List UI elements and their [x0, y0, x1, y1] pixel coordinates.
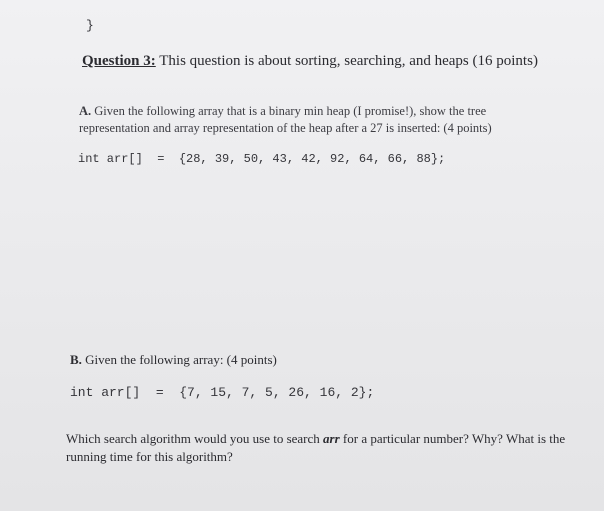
- part-b-question-var: arr: [323, 431, 340, 446]
- part-a-prompt: [79, 103, 549, 137]
- question-label: Question 3:: [82, 53, 156, 69]
- part-b-prompt: [70, 352, 277, 368]
- closing-brace: }: [86, 18, 94, 33]
- part-b-question-end: for a particular number? Why? What is the running time for this algorithm?: [66, 431, 566, 464]
- part-b-question-start: Which search algorithm would you use to search: [66, 431, 324, 446]
- part-b-text: Given the following array: (4 points): [81, 352, 277, 367]
- part-a-code: int arr[] = {28, 39, 50, 43, 42, 92, 64, 66, 88};: [78, 152, 446, 166]
- part-b-letter: B.: [70, 352, 82, 367]
- question-title: This question is about sorting, searching, and heaps (16 points): [155, 53, 538, 69]
- question-heading: [82, 53, 538, 70]
- part-b-question: [66, 430, 576, 466]
- part-a-letter: A.: [79, 104, 92, 118]
- part-a-text: Given the following array that is a binary min heap (I promise!), show the tree representation and array representation of the heap after a 27 is inserted: (4 points): [79, 104, 492, 135]
- part-b-code: int arr[] = {7, 15, 7, 5, 26, 16, 2};: [70, 385, 375, 400]
